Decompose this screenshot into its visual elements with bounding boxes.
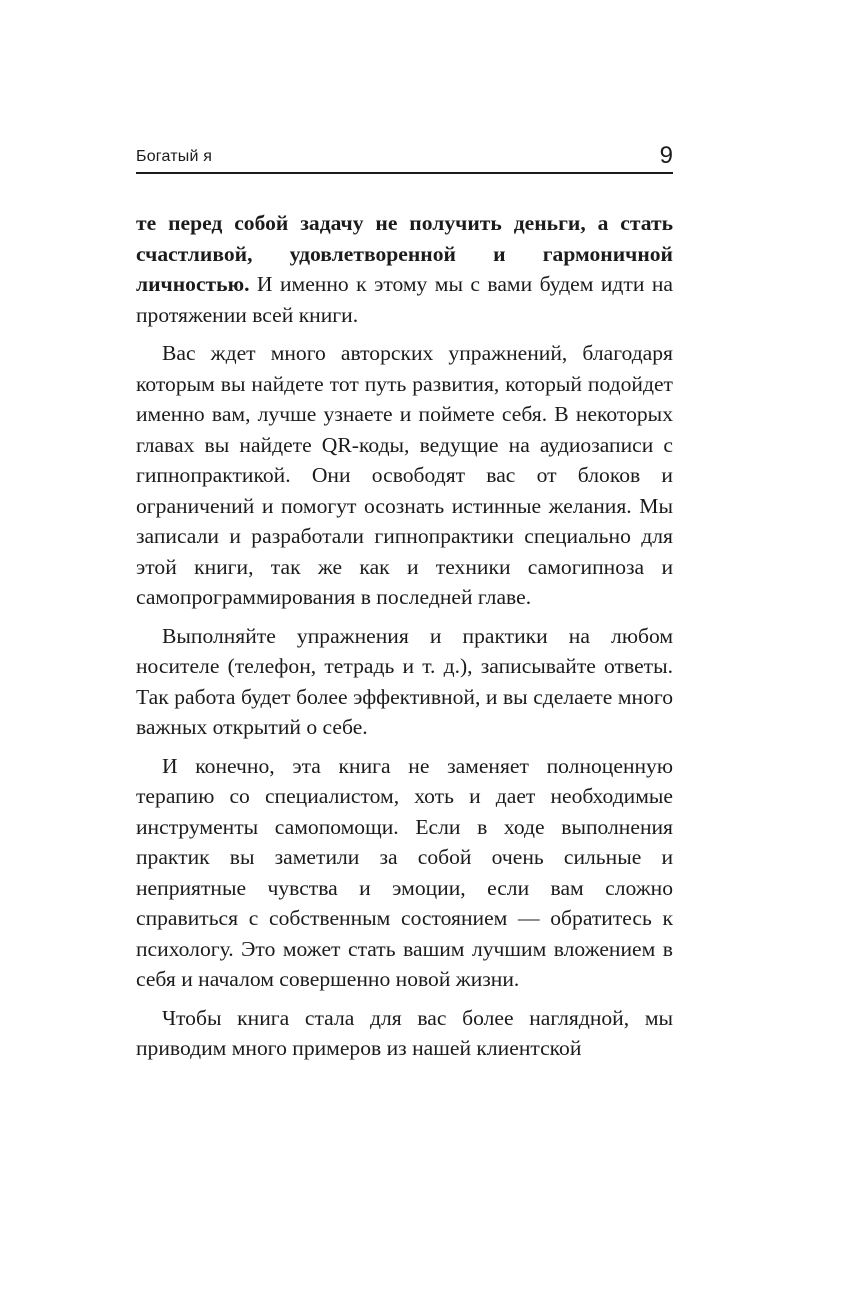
paragraph-4: И конечно, эта книга не заменяет полноценную терапию со специалистом, хоть и дает необходимые инструменты самопомощи. Если в ходе выполнения практик вы заметили за собой очень сильные и неприятные чувства и эмоции, если вам сложно справиться с собственным состоянием — обратитесь к психологу. Это может стать вашим лучшим вложением в себя и началом совершенно новой жизни. [136, 753, 673, 991]
paragraph-3: Выполняйте упражнения и практики на любом носителе (телефон, тетрадь и т. д.), записывайте ответы. Так работа будет более эффективной, и вы сделаете много важных открытий о себе. [136, 623, 673, 739]
paragraph-5: Чтобы книга стала для вас более наглядной, мы приводим много примеров из нашей клиентской [136, 1005, 673, 1060]
paragraph-2: Вас ждет много авторских упражнений, благодаря которым вы найдете тот путь развития, который подойдет именно вам, лучше узнаете и поймете себя. В некоторых главах вы найдете QR-коды, ведущие на аудиозаписи с гипнопрактикой. Они освободят вас от блоков и ограничений и помогут осознать истинные желания. Мы записали и разработали гипнопрактики специально для этой книги, так же как и техники самогипноза и самопрограммирования в последней главе. [136, 341, 673, 609]
book-page [136, 140, 673, 1072]
paragraph-1 [136, 208, 673, 330]
book-title: Богатый я [136, 148, 213, 165]
running-header [136, 140, 673, 174]
body-text [136, 208, 673, 1064]
paragraph-1-bold: те перед собой задачу не получить деньги, а стать счастливой, удовлетворенной и гармоничной личностью. [136, 211, 673, 296]
page-number: 9 [659, 142, 673, 169]
paragraph-1-text: И именно к этому мы с вами будем идти на протяжении всей книги. [136, 272, 673, 327]
